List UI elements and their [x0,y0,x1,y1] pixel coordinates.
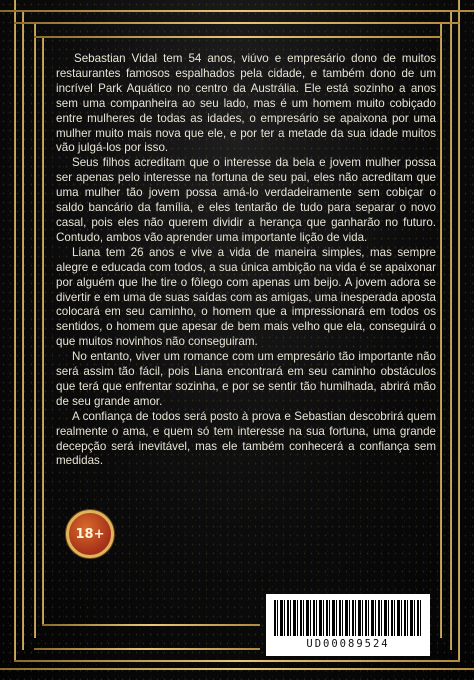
barcode-number: UD00089524 [306,638,390,650]
barcode-bars [274,600,422,636]
synopsis-paragraph-4: No entanto, viver um romance com um empresário tão importante não será assim tão fácil, pois Liana encontrará em seu caminho obstáculos que terá que enfrentar sozinha, e por se sentir tão humilhada, abrirá mão de seu grande amor. [56,350,436,408]
frame-line-left-4 [42,36,44,624]
frame-line-right-3 [440,22,442,638]
frame-line-left-1 [14,0,16,660]
frame-line-bottom-1 [0,668,474,670]
synopsis-paragraph-2: Seus filhos acreditam que o interesse da bela e jovem mulher possa ser apenas pelo interesse na fortuna de seu pai, eles não acreditam que uma mulher tão jovem possa amá-lo verdadeiramente sem cobiçar o saldo bancário da família, e eles tentarão de tudo para separar o novo casal, pois eles não querem dividir a herança que ganharão no futuro. Contudo, ambos vão aprender uma importante lição de vida. [56,156,436,244]
barcode [266,594,430,656]
age-rating-badge [66,510,114,558]
age-rating-label: 18+ [75,526,105,542]
frame-line-top-3 [34,36,442,38]
frame-line-bottom-3 [34,648,260,650]
frame-line-top-1 [0,10,474,12]
frame-line-bottom-4 [42,624,260,626]
synopsis-text [56,52,436,469]
frame-line-right-1 [458,0,460,660]
frame-line-left-2 [22,10,24,650]
frame-line-top-2 [14,22,460,24]
synopsis-paragraph-5: A confiança de todos será posto à prova e Sebastian descobrirá quem realmente o ama, e quem só tem interesse na sua fortuna, uma grande decepção será inevitável, mas ele também conhecerá a confiança sem medidas. [56,409,436,468]
frame-line-bottom-2 [14,660,460,662]
synopsis-paragraph-1: Sebastian Vidal tem 54 anos, viúvo e empresário dono de muitos restaurantes famosos espalhados pela cidade, e também dono de um incrível Park Aquático no centro da Austrália. Ele está sozinho a anos sem uma companheira ao seu lado, mas é um homem muito cobiçado entre mulheres de todas as idades, o empresário se apaixona por uma mulher muito mais nova que ele, e por ter a metade da sua idade muitos vão julgá-los por isso. [56,52,436,155]
synopsis-paragraph-3: Liana tem 26 anos e vive a vida de maneira simples, mas sempre alegre e educada com todos, a sua única ambição na vida é se apaixonar por alguém que lhe tire o fôlego com apenas um beijo. A jovem adora se divertir e em uma de suas saídas com as amigas, uma inesperada aposta colocará em seu caminho, o homem que a impressionará em todos os sentidos, o homem que apesar de bem mais velho que ela, conseguirá o que muitos novinhos não conseguiram. [56,245,436,349]
frame-line-left-3 [34,22,36,638]
frame-line-right-2 [450,10,452,650]
